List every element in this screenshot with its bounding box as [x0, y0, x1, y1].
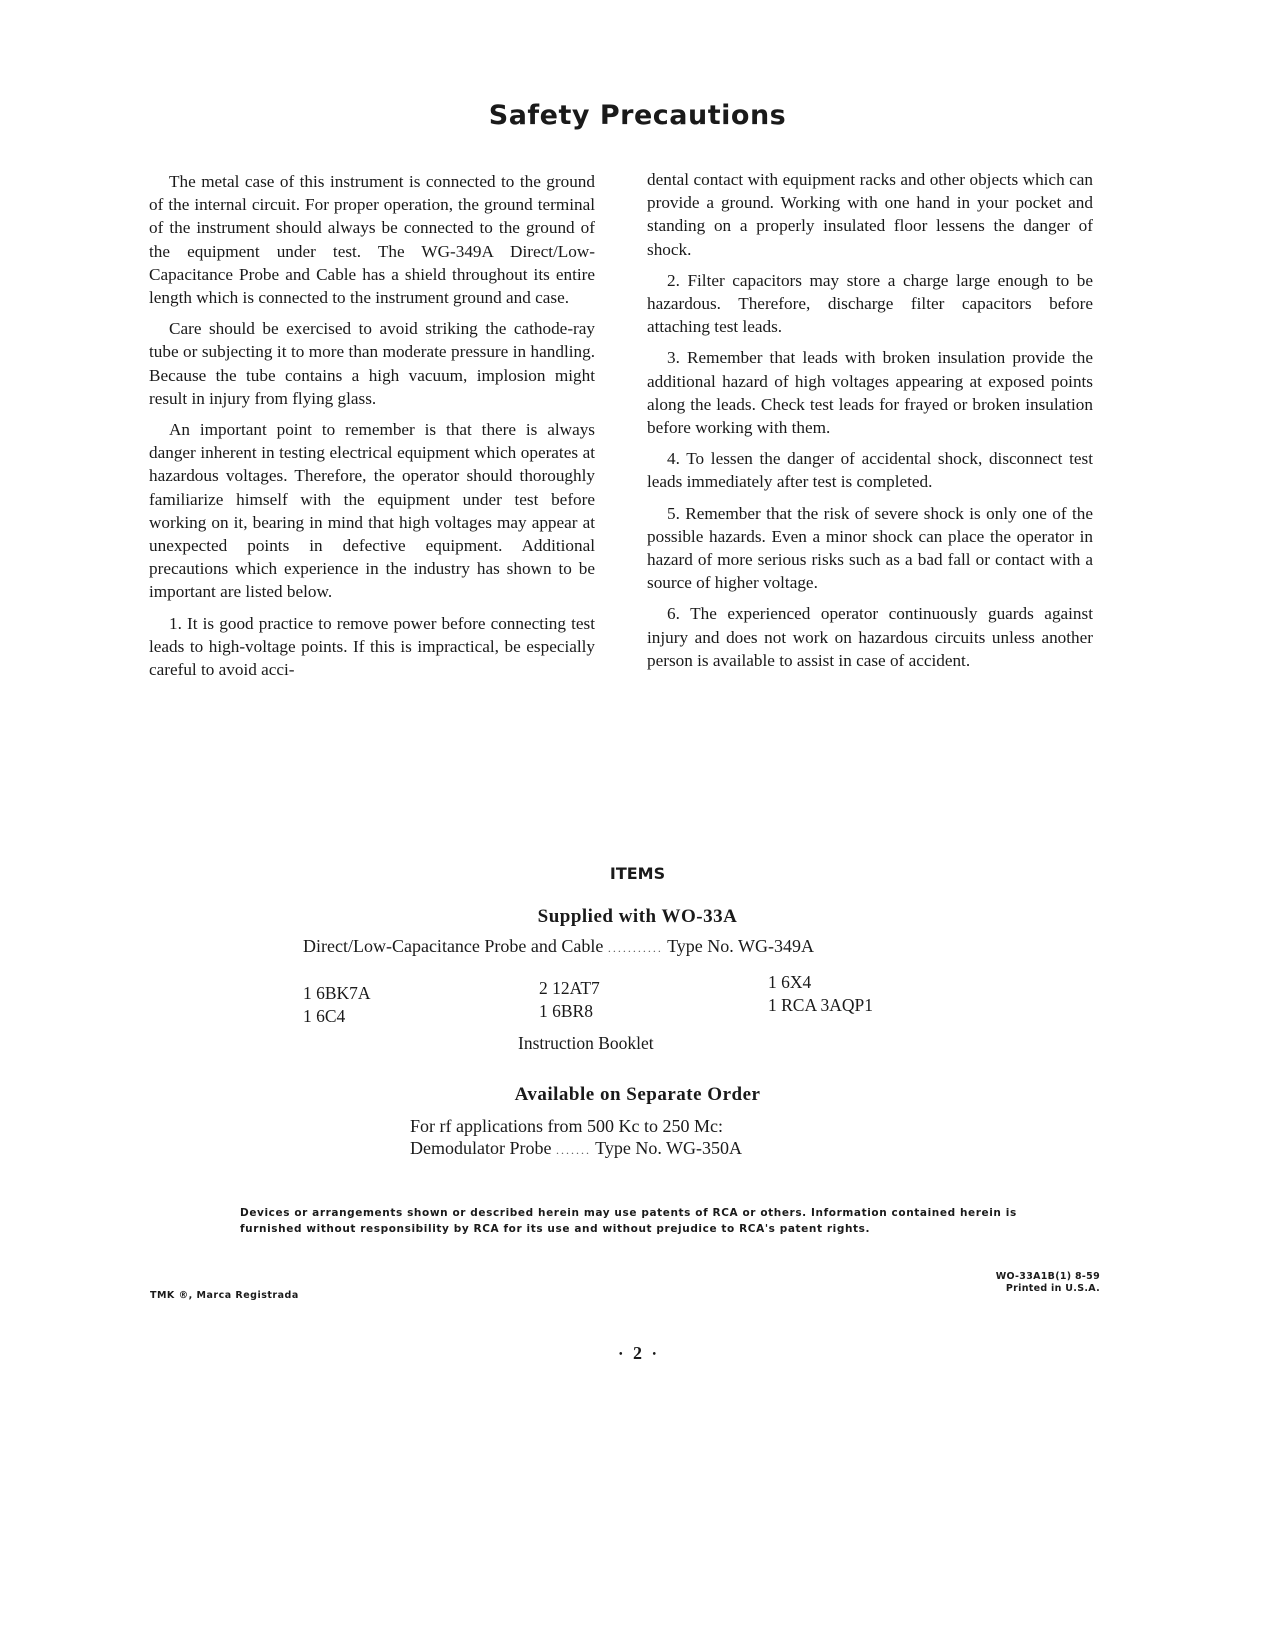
probe-leader: ...........: [607, 941, 663, 955]
tube-item: 1 6BR8: [539, 1001, 593, 1021]
tube-item: 1 6X4: [768, 972, 812, 992]
items-heading: ITEMS: [609, 864, 666, 883]
printed-in: Printed in U.S.A.: [1005, 1283, 1100, 1294]
precaution-item-4: 4. To lessen the danger of accidental shock, disconnect test leads immediately after test is completed.: [647, 449, 1093, 492]
instruction-booklet: Instruction Booklet: [518, 1033, 654, 1053]
precaution-item-2: 2. Filter capacitors may store a charge large enough to be hazardous. Therefore, discharge filter capacitors before attaching test leads.: [647, 270, 1093, 337]
tube-item: 1 RCA 3AQP1: [768, 995, 874, 1015]
precaution-item-3: 3. Remember that leads with broken insulation provide the additional hazard of high voltages appearing at exposed points along the leads. Check test leads for frayed or broken insulation before working with them.: [647, 348, 1093, 438]
right-column: [647, 168, 1093, 680]
precaution-item-5: 5. Remember that the risk of severe shock is only one of the possible hazards. Even a minor shock can place the operator in hazard of more serious risks such as a bad fall or contact with a source of higher voltage.: [647, 503, 1093, 593]
supplied-heading: Supplied with WO-33A: [537, 906, 738, 927]
bullet-right: •: [652, 1349, 657, 1361]
demod-name: Demodulator Probe: [410, 1138, 552, 1158]
page-title: Safety Precautions: [488, 100, 787, 131]
demod-leader: .......: [555, 1143, 591, 1157]
page-number-block: [0, 1343, 1275, 1364]
paragraph-danger: An important point to remember is that there is always danger inherent in testing electrical equipment which operates at hazardous voltages. Therefore, the operator should thoroughly familiarize himself with the equipment under test before working on it, bearing in mind that high voltages may appear at unexpected points in defective equipment. Additional precautions which experience in the industry has shown to be important are listed below.: [149, 420, 595, 602]
tube-list-col1: [303, 982, 371, 1028]
tube-list-col2: [539, 977, 600, 1023]
tube-item: 1 6C4: [303, 1006, 346, 1026]
precaution-item-6: 6. The experienced operator continuously guards against injury and does not work on hazardous circuits unless another person is available to assist in case of accident.: [647, 604, 1093, 670]
demod-type: Type No. WG-350A: [595, 1138, 743, 1158]
trademark-note: TMK ®, Marca Registrada: [150, 1290, 299, 1301]
probe-line: [303, 936, 814, 957]
tube-item: 1 6BK7A: [303, 983, 371, 1003]
document-number: WO-33A1B(1) 8-59: [995, 1271, 1100, 1282]
demodulator-line: [410, 1138, 742, 1159]
probe-name: Direct/Low-Capacitance Probe and Cable: [303, 936, 604, 956]
bullet-left: •: [618, 1349, 623, 1361]
rf-applications-line: For rf applications from 500 Kc to 250 Mc:: [410, 1116, 723, 1136]
left-column: [149, 170, 595, 689]
precaution-item-1-continued: dental contact with equipment racks and other objects which can provide a ground. Working with one hand in your pocket and standing on a properly insulated floor lessens the danger of shock.: [647, 170, 1093, 259]
document-number-block: [996, 1271, 1100, 1295]
precaution-item-1: 1. It is good practice to remove power before connecting test leads to high-voltage points. If this is impractical, be especially careful to avoid acci-: [149, 613, 595, 680]
paragraph-ground: The metal case of this instrument is connected to the ground of the internal circuit. For proper operation, the ground terminal of the instrument should always be connected to the ground of the equipment under test. The WG-349A Direct/Low-Capacitance Probe and Cable has a shield throughout its entire length which is connected to the instrument ground and case.: [149, 172, 595, 308]
patent-notice: Devices or arrangements shown or described herein may use patents of RCA or others. Information contained herein is furnished without responsibility by RCA for its use and without prejudice to RCA's patent rights.: [240, 1207, 1017, 1235]
tube-item: 2 12AT7: [539, 978, 600, 998]
probe-type: Type No. WG-349A: [667, 936, 814, 956]
separate-order-heading: Available on Separate Order: [514, 1084, 761, 1105]
tube-list-col3: [768, 971, 873, 1017]
paragraph-crt-care: Care should be exercised to avoid striking the cathode-ray tube or subjecting it to more than moderate pressure in handling. Because the tube contains a high vacuum, implosion might result in injury from flying glass.: [149, 319, 595, 408]
page-number: 2: [633, 1343, 642, 1363]
